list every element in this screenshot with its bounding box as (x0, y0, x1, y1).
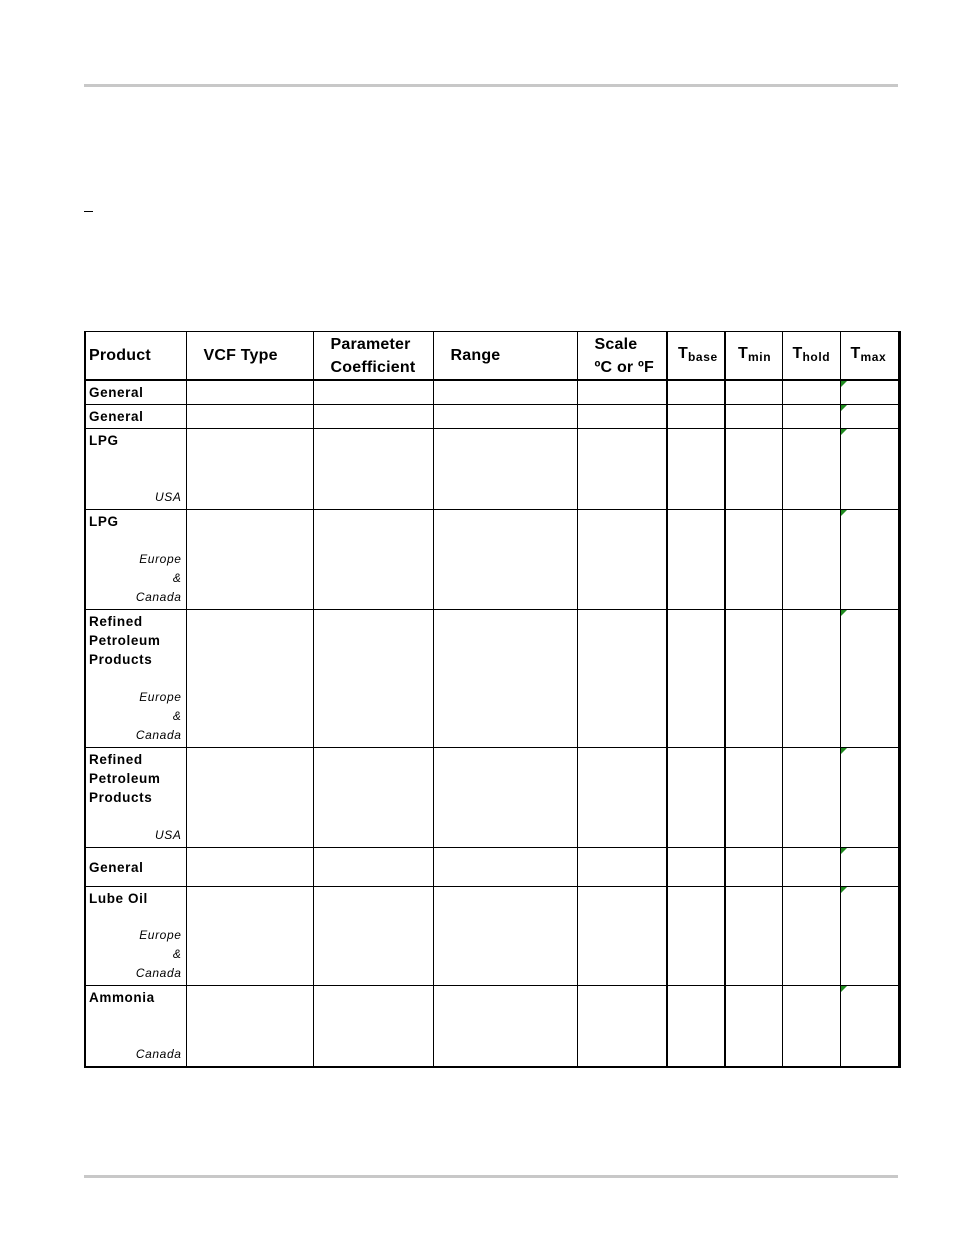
product-cell: Refined Petroleum Products USA (85, 748, 186, 848)
product-cell: Refined Petroleum Products Europe & Canada (85, 610, 186, 748)
vcf-type-cell[interactable] (186, 986, 313, 1068)
comment-flag-icon (841, 429, 847, 435)
thold-cell[interactable] (782, 848, 840, 887)
scale-cell[interactable] (577, 510, 667, 610)
vcf-type-cell[interactable] (186, 510, 313, 610)
range-cell[interactable] (433, 405, 577, 429)
parameter-cell[interactable] (313, 405, 433, 429)
table-row (85, 887, 899, 986)
product-cell: Ammonia Canada (85, 986, 186, 1068)
scale-cell[interactable] (577, 986, 667, 1068)
comment-flag-icon (841, 381, 847, 387)
tbase-cell[interactable] (667, 748, 725, 848)
scale-cell[interactable] (577, 429, 667, 510)
product-cell: General (85, 405, 186, 429)
table-row (85, 380, 899, 405)
table-row (85, 848, 899, 887)
thold-cell[interactable] (782, 986, 840, 1068)
product-cell: Lube Oil Europe & Canada (85, 887, 186, 986)
tmax-cell[interactable] (840, 510, 899, 610)
parameter-cell[interactable] (313, 429, 433, 510)
range-cell[interactable] (433, 748, 577, 848)
tbase-cell[interactable] (667, 405, 725, 429)
table-row (85, 405, 899, 429)
scale-cell[interactable] (577, 887, 667, 986)
range-cell[interactable] (433, 887, 577, 986)
scale-cell[interactable] (577, 380, 667, 405)
vcf-type-cell[interactable] (186, 610, 313, 748)
tbase-cell[interactable] (667, 429, 725, 510)
comment-flag-icon (841, 848, 847, 854)
tmax-cell[interactable] (840, 848, 899, 887)
product-cell: General (85, 848, 186, 887)
short-dash (84, 211, 93, 212)
table-row (85, 429, 899, 510)
parameter-cell[interactable] (313, 748, 433, 848)
parameter-cell[interactable] (313, 380, 433, 405)
scale-cell[interactable] (577, 848, 667, 887)
tbase-cell[interactable] (667, 610, 725, 748)
range-cell[interactable] (433, 848, 577, 887)
vcf-type-cell[interactable] (186, 380, 313, 405)
comment-flag-icon (841, 887, 847, 893)
vcf-type-cell[interactable] (186, 887, 313, 986)
product-cell: LPG Europe & Canada (85, 510, 186, 610)
range-cell[interactable] (433, 380, 577, 405)
header-tmin: $T_{min}$ (725, 332, 782, 381)
tmin-cell[interactable] (725, 510, 782, 610)
tmin-cell[interactable] (725, 380, 782, 405)
header-vcf-type: VCF Type (186, 332, 313, 381)
comment-flag-icon (841, 986, 847, 992)
comment-flag-icon (841, 510, 847, 516)
vcf-type-cell[interactable] (186, 429, 313, 510)
vcf-type-cell[interactable] (186, 748, 313, 848)
tbase-cell[interactable] (667, 848, 725, 887)
header-row (85, 332, 899, 381)
vcf-type-cell[interactable] (186, 848, 313, 887)
product-cell: General (85, 380, 186, 405)
tbase-cell[interactable] (667, 986, 725, 1068)
header-product: Product (85, 332, 186, 381)
thold-cell[interactable] (782, 429, 840, 510)
parameter-cell[interactable] (313, 610, 433, 748)
tbase-cell[interactable] (667, 510, 725, 610)
tmin-cell[interactable] (725, 429, 782, 510)
vcf-type-cell[interactable] (186, 405, 313, 429)
thold-cell[interactable] (782, 510, 840, 610)
comment-flag-icon (841, 610, 847, 616)
table-row (85, 610, 899, 748)
top-rule (84, 84, 898, 87)
thold-cell[interactable] (782, 405, 840, 429)
tmin-cell[interactable] (725, 610, 782, 748)
range-cell[interactable] (433, 429, 577, 510)
header-parameter-coefficient: Parameter Coefficient (313, 332, 433, 381)
bottom-rule (84, 1175, 898, 1178)
tmin-cell[interactable] (725, 986, 782, 1068)
range-cell[interactable] (433, 986, 577, 1068)
scale-cell[interactable] (577, 748, 667, 848)
table-row (85, 510, 899, 610)
tmax-cell[interactable] (840, 405, 899, 429)
vcf-table (84, 331, 901, 1068)
header-scale: Scale ºC or ºF (577, 332, 667, 381)
tbase-cell[interactable] (667, 887, 725, 986)
tmax-cell[interactable] (840, 380, 899, 405)
parameter-cell[interactable] (313, 510, 433, 610)
comment-flag-icon (841, 748, 847, 754)
tmin-cell[interactable] (725, 887, 782, 986)
thold-cell[interactable] (782, 887, 840, 986)
thold-cell[interactable] (782, 610, 840, 748)
table-row (85, 748, 899, 848)
header-range: Range (433, 332, 577, 381)
scale-cell[interactable] (577, 405, 667, 429)
tmax-cell[interactable] (840, 748, 899, 848)
tmax-cell[interactable] (840, 429, 899, 510)
tbase-cell[interactable] (667, 380, 725, 405)
thold-cell[interactable] (782, 380, 840, 405)
tmax-cell[interactable] (840, 887, 899, 986)
tmin-cell[interactable] (725, 748, 782, 848)
tmax-cell[interactable] (840, 610, 899, 748)
range-cell[interactable] (433, 610, 577, 748)
tmin-cell[interactable] (725, 848, 782, 887)
thold-cell[interactable] (782, 748, 840, 848)
range-cell[interactable] (433, 510, 577, 610)
comment-flag-icon (841, 405, 847, 411)
parameter-cell[interactable] (313, 986, 433, 1068)
header-tmax: $T_{max}$ (840, 332, 899, 381)
parameter-cell[interactable] (313, 848, 433, 887)
tmin-cell[interactable] (725, 405, 782, 429)
header-tbase: $T_{base}$ (667, 332, 725, 381)
header-thold: $T_{hold}$ (782, 332, 840, 381)
tmax-cell[interactable] (840, 986, 899, 1068)
table-row (85, 986, 899, 1068)
parameter-cell[interactable] (313, 887, 433, 986)
product-cell: LPG USA (85, 429, 186, 510)
scale-cell[interactable] (577, 610, 667, 748)
